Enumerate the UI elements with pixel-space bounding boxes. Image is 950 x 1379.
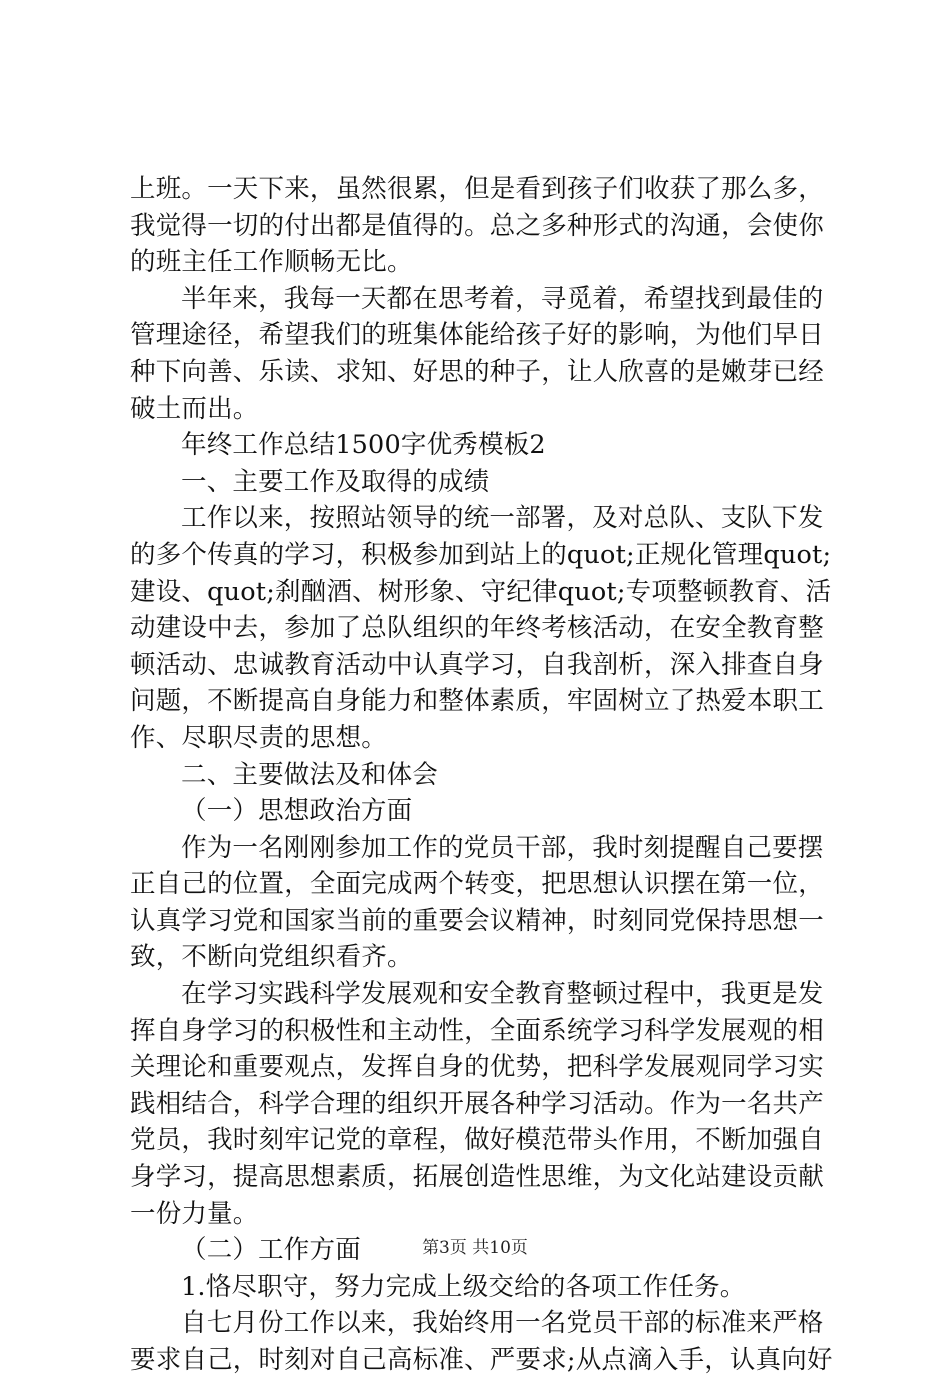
text-line: 认真学习党和国家当前的重要会议精神，时刻同党保持思想一 [130, 905, 824, 936]
text-line: 问题，不断提高自身能力和整体素质，牢固树立了热爱本职工 [130, 686, 824, 717]
text-line: 种下向善、乐读、求知、好思的种子，让人欣喜的是嫩芽已经 [130, 356, 824, 387]
text-line: 顿活动、忠诚教育活动中认真学习，自我剖析，深入排查自身 [130, 649, 824, 680]
text-line: 的班主任工作顺畅无比。 [130, 247, 413, 278]
text-line: 工作以来，按照站领导的统一部署，及对总队、支队下发 [181, 503, 824, 534]
section-title: 年终工作总结1500字优秀模板2 [181, 430, 546, 461]
text-line: 自七月份工作以来，我始终用一名党员干部的标准来严格 [181, 1308, 824, 1339]
subheading: （二）工作方面 [181, 1235, 361, 1266]
text-line: 上班。一天下来，虽然很累，但是看到孩子们收获了那么多， [130, 174, 824, 204]
text-line: 1.恪尽职守，努力完成上级交给的各项工作任务。 [181, 1271, 746, 1302]
text-line: 的多个传真的学习，积极参加到站上的quot;正规化管理quot; [130, 539, 832, 570]
text-line: 一份力量。 [130, 1198, 259, 1229]
text-line: 作为一名刚刚参加工作的党员干部，我时刻提醒自己要摆 [181, 832, 824, 863]
page-footer: 第3页 共10页 [422, 1238, 528, 1258]
text-line: 半年来，我每一天都在思考着，寻觅着，希望找到最佳的 [181, 283, 824, 314]
text-line: 我觉得一切的付出都是值得的。总之多种形式的沟通，会使你 [130, 210, 824, 241]
text-line: 管理途径，希望我们的班集体能给孩子好的影响，为他们早日 [130, 320, 824, 351]
text-line: 身学习，提高思想素质，拓展创造性思维，为文化站建设贡献 [130, 1162, 824, 1193]
heading: 一、主要工作及取得的成绩 [181, 466, 490, 497]
body-text [130, 171, 833, 1379]
text-line: 动建设中去，参加了总队组织的年终考核活动，在安全教育整 [130, 613, 824, 644]
text-line: 关理论和重要观点，发挥自身的优势，把科学发展观同学习实 [130, 1052, 824, 1083]
text-line: 作、尽职尽责的思想。 [130, 722, 388, 753]
subheading: （一）思想政治方面 [181, 796, 413, 827]
text-line: 挥自身学习的积极性和主动性，全面系统学习科学发展观的相 [130, 1015, 824, 1046]
text-line: 正自己的位置，全面完成两个转变，把思想认识摆在第一位， [130, 869, 824, 900]
text-line: 破土而出。 [130, 393, 259, 424]
heading: 二、主要做法及和体会 [181, 759, 439, 790]
text-line: 践相结合，科学合理的组织开展各种学习活动。作为一名共产 [130, 1088, 824, 1119]
text-line: 党员，我时刻牢记党的章程，做好模范带头作用，不断加强自 [130, 1125, 824, 1156]
text-line: 在学习实践科学发展观和安全教育整顿过程中，我更是发 [181, 979, 824, 1010]
text-line: 建设、quot;刹酗酒、树形象、守纪律quot;专项整顿教育、活 [130, 576, 832, 607]
text-line: 要求自己，时刻对自己高标准、严要求;从点滴入手，认真向好 [130, 1345, 833, 1375]
text-line: 致，不断向党组织看齐。 [130, 942, 413, 973]
